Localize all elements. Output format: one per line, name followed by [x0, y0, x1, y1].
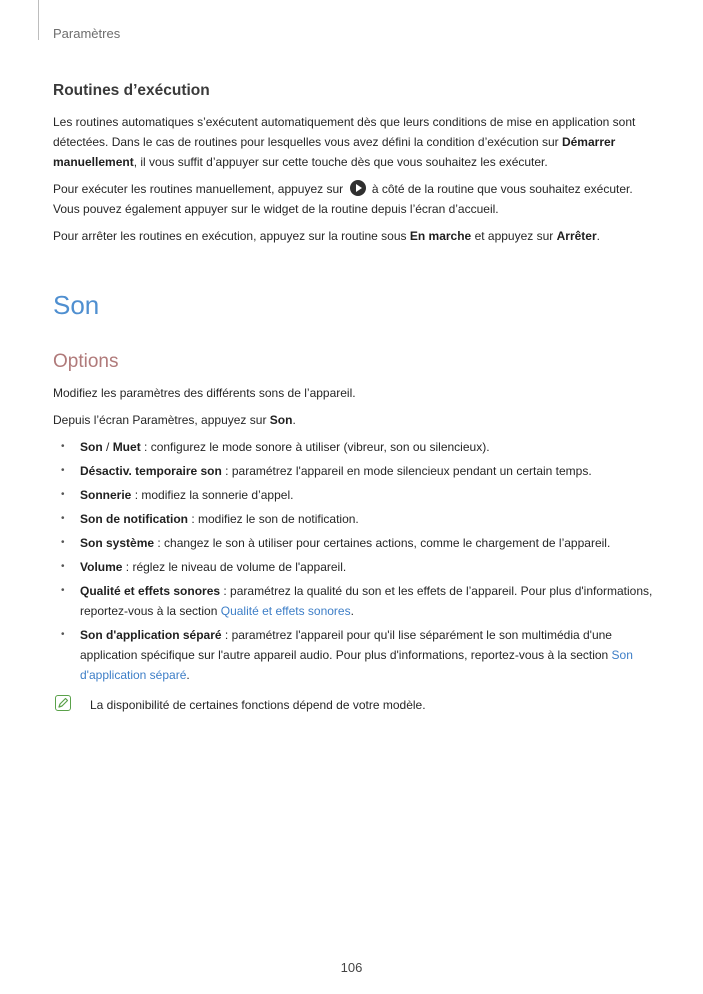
text-span: à côté de la routine que vous souhaitez exécuter. Vous pouvez également appuyer sur le widget de la routine depuis l’écran d’accueil. — [53, 182, 633, 216]
routines-paragraph-3 — [53, 226, 653, 246]
section-title-son: Son — [53, 290, 100, 320]
note-box — [53, 695, 653, 715]
list-item — [53, 557, 653, 577]
text-span: / — [102, 440, 113, 454]
options-heading: Options — [53, 351, 119, 372]
bold-term: Sonnerie — [80, 488, 132, 502]
son-intro-1: Modifiez les paramètres des différents sons de l’appareil. — [53, 386, 356, 400]
text-span: : configurez le mode sonore à utiliser (vibreur, son ou silencieux). — [140, 440, 490, 454]
play-icon — [350, 180, 366, 196]
note-text: La disponibilité de certaines fonctions dépend de votre modèle. — [90, 698, 426, 712]
text-span: . — [596, 229, 600, 243]
text-span: : paramétrez l'appareil pour qu'il lise séparément le son multimédia d'une application spécifique sur l'autre appareil audio. Pour plus d'informations, reportez-vous à la section — [80, 628, 612, 662]
text-span: Pour arrêter les routines en exécution, appuyez sur la routine sous — [53, 229, 410, 243]
bold-term: Arrêter — [556, 229, 597, 243]
routines-paragraph-2 — [53, 179, 653, 219]
page-content — [53, 82, 653, 715]
text-span: : paramétrez l'appareil en mode silencieux pendant un certain temps. — [221, 464, 592, 478]
list-item — [53, 461, 653, 481]
header-label: Paramètres — [53, 26, 121, 41]
bold-term: Son — [269, 413, 293, 427]
bold-term: Son d'application séparé — [80, 628, 222, 642]
link-separate-app-sound[interactable]: Son d'application séparé — [80, 648, 633, 682]
bold-term: Son système — [80, 536, 155, 550]
bold-term: Son de notification — [80, 512, 188, 526]
header-divider — [38, 0, 39, 40]
text-span: Les routines automatiques s’exécutent automatiquement dès que leurs conditions de mise en application sont détectées. Dans le cas de routines pour lesquelles vous avez défini la condition d’exécution sur — [53, 115, 636, 149]
text-span: Pour exécuter les routines manuellement, appuyez sur — [53, 182, 344, 196]
note-pencil-icon — [55, 695, 71, 711]
text-span: . — [186, 668, 190, 682]
text-span: : paramétrez la qualité du son et les effets de l’appareil. Pour plus d'informations, reportez-vous à la section — [80, 584, 653, 618]
bold-term: Qualité et effets sonores — [80, 584, 221, 598]
link-quality-effects[interactable]: Qualité et effets sonores — [220, 604, 351, 618]
bold-term: Son — [80, 440, 103, 454]
list-item — [53, 533, 653, 553]
text-span: , il vous suffit d’appuyer sur cette touche dès que vous souhaitez les exécuter. — [133, 155, 548, 169]
list-item — [53, 581, 653, 621]
text-span: : modifiez la sonnerie d’appel. — [131, 488, 294, 502]
text-span: et appuyez sur — [471, 229, 557, 243]
options-list — [53, 437, 653, 685]
list-item — [53, 437, 653, 457]
page-number: 106 — [340, 960, 363, 975]
bold-term: Désactiv. temporaire son — [80, 464, 222, 478]
son-intro-2 — [53, 410, 653, 430]
text-span: : modifiez le son de notification. — [188, 512, 359, 526]
list-item — [53, 509, 653, 529]
list-item — [53, 485, 653, 505]
bold-term: Muet — [112, 440, 141, 454]
routines-heading: Routines d’exécution — [53, 82, 210, 99]
bold-term: En marche — [409, 229, 472, 243]
note-pencil-glyph — [57, 697, 69, 709]
list-item — [53, 625, 653, 685]
text-span: . — [292, 413, 296, 427]
text-span: . — [350, 604, 354, 618]
text-span: : changez le son à utiliser pour certaines actions, comme le chargement de l’appareil. — [154, 536, 611, 550]
text-span: Depuis l’écran Paramètres, appuyez sur — [53, 413, 270, 427]
routines-paragraph-1 — [53, 112, 653, 172]
bold-term: Volume — [80, 560, 123, 574]
bold-term: Démarrer manuellement — [53, 135, 616, 169]
text-span: : réglez le niveau de volume de l'appareil. — [122, 560, 347, 574]
